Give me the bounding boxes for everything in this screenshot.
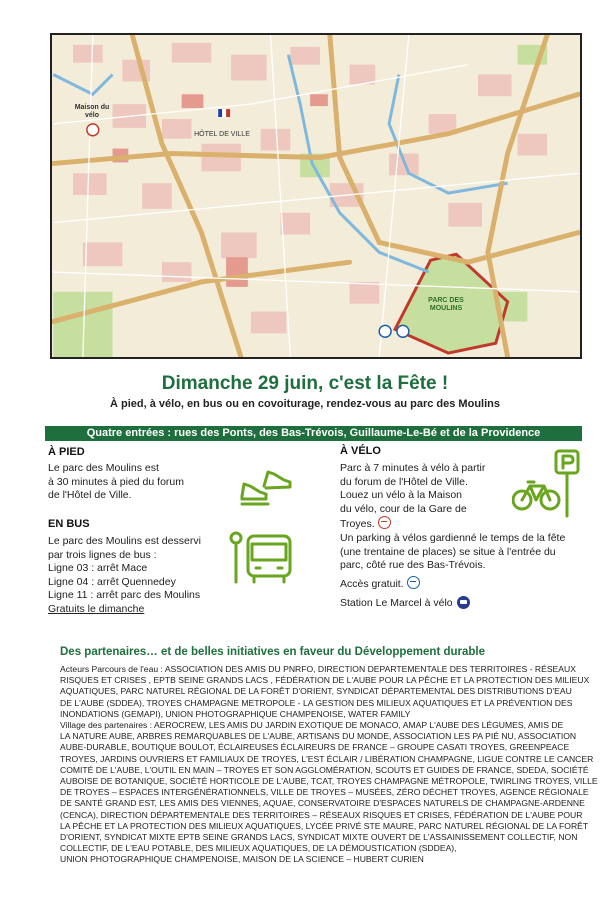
partner-line: DE SANTÉ GRAND EST, LES AMIS DES VIENNES, AQUAE, CONSERVATOIRE D'ESPACES NATURELS DE CHAMPAGNE-ARDENNE [60, 798, 585, 809]
a-velo-heading: À VÉLO [340, 445, 381, 457]
en-bus-line: Ligne 03 : arrêt Mace [48, 562, 148, 575]
partner-line: COMITÉ DE L'AUBE, L'OUTIL EN MAIN – TROYES ET SON AGGLOMÉRATION, SCOUTS ET GUIDES DE FRANCE, SDEDA, SOCIÉTÉ [60, 764, 589, 775]
partner-line: INONDATIONS (GEMAPI), UNION PHOTOGRAPHIQUE CHAMPENOISE, WATER FAMILY [60, 708, 411, 719]
partner-line: (CENCA), DIRECTION DÉPARTEMENTALE DES TERRITOIRES – RÉSEAUX RISQUES ET CRISES, FÉDÉRATION DE L'AUBE POUR [60, 809, 583, 820]
a-pied-line: de l'Hôtel de Ville. [48, 489, 132, 502]
partner-line: AQUATIQUES, PARC NATUREL RÉGIONAL DE LA FORÊT D'ORIENT, SYNDICAT DÉPARTEMENTAL DES DISTRIBUTIONS D'EAU [60, 686, 572, 697]
a-velo-line [340, 516, 565, 532]
partner-line: TROYES, JARDINS OUVRIERS ET FAMILIAUX DE TROYES, L'EST ÉCLAIR / LIBÉRATION CHAMPAGNE, LIGUE CONTRE LE CANCER [60, 753, 594, 764]
map-label-parc: PARC DES MOULINS [428, 297, 464, 312]
a-pied-heading: À PIED [48, 446, 85, 458]
partners-title: Des partenaires… et de belles initiatives en faveur du Développement durable [60, 646, 486, 658]
a-velo-line: du forum de l'Hôtel de Ville. [340, 475, 468, 488]
a-velo-line: Parc à 7 minutes à vélo à partir [340, 462, 486, 474]
partner-line: LA NATURE AUBE, ARBRES REMARQUABLES DE L'AUBE, ARTISANS DU MONDE, ASSOCIATION LES PA PIÉ NU, ASSOCIATION [60, 731, 577, 742]
en-bus-text [48, 535, 201, 617]
partner-line: LA PÊCHE ET LA PROTECTION DES MILIEUX AQUATIQUES, LYCÉE PRIVÉ STE MAURE, PARC NATUREL RÉGIONAL DE LA FORÊT [60, 820, 589, 831]
map[interactable] [50, 33, 582, 359]
map-graphic [52, 35, 580, 357]
a-pied-line: à 30 minutes à pied du forum [48, 475, 184, 488]
a-velo-line-text: Accès gratuit. [340, 577, 404, 590]
en-bus-line: par trois lignes de bus : [48, 548, 157, 561]
partner-line: DE TROYES – ESPACES INTERGÉNÉRATIONNELS, VILLE DE TROYES – MUSÉES, ZÉRO DÉCHET TROYES, AGENCE RÉGIONALE [60, 787, 589, 798]
a-velo-line: Un parking à vélos gardienné le temps de la fête [340, 531, 566, 544]
a-pied-text [48, 462, 184, 503]
a-velo-line-text: Troyes. [340, 518, 375, 531]
en-bus-heading: EN BUS [48, 518, 90, 530]
en-bus-line: Ligne 11 : arrêt parc des Moulins [48, 589, 201, 602]
entrances-banner: Quatre entrées : rues des Ponts, des Bas-Trévois, Guillaume-Le-Bé et de la Providence [45, 426, 582, 441]
a-velo-line [340, 576, 565, 592]
partner-line: Acteurs Parcours de l'eau : ASSOCIATION DES AMIS DU PNRFO, DIRECTION DEPARTEMENTALE DES TERRITOIRES - RÉSEAUX [60, 664, 576, 674]
a-velo-line [340, 596, 565, 611]
shoes-icon [238, 466, 294, 508]
en-bus-line: Le parc des Moulins est desservi [48, 535, 201, 547]
station-icon [457, 596, 470, 609]
bicycle-parking-icon [512, 448, 584, 518]
a-velo-line: Louez un vélo à la Maison [340, 489, 462, 502]
bike-badge-icon [407, 576, 420, 589]
page-title: Dimanche 29 juin, c'est la Fête ! [161, 373, 449, 394]
partner-line: RISQUES ET CRISES , EPTB SEINE GRANDS LACS , FÉDÉRATION DE L'AUBE POUR LA PÊCHE ET LA PROTECTION DES MILIEUX [60, 675, 590, 686]
map-label-maison-velo: Maison du vélo [74, 104, 110, 119]
a-velo-line: parc, côté rue des Bas-Trévois. [340, 559, 486, 572]
partner-line: DE L'AUBE (SDDEA), TROYES CHAMPAGNE METROPOLE - LA GESTION DES MILIEUX AQUATIQUES ET LA PRÉVENTION DES [60, 697, 573, 708]
a-velo-line: (une trentaine de places) se situe à l'entrée du [340, 545, 556, 558]
en-bus-line: Ligne 04 : arrêt Quennedey [48, 575, 176, 588]
page-subtitle: À pied, à vélo, en bus ou en covoiturage, rendez-vous au parc des Moulins [110, 398, 500, 410]
partners-text [60, 664, 598, 866]
partner-line: D'ORIENT, SYNDICAT MIXTE EPTB SEINE GRANDS LACS, SYNDICAT MIXTE OUVERT DE L'ASSAINISSEMENT COLLECTIF, NON [60, 832, 578, 843]
bicycle-icon [513, 482, 559, 509]
partner-line: AUBE-DURABLE, BOUTIQUE BOULOT, ÉCLAIREUSES ÉCLAIREURS DE FRANCE – GROUPE CASATI TROYES, GREENPEACE [60, 742, 570, 753]
flag-icon [218, 109, 230, 117]
map-label-hotel-de-ville: HÔTEL DE VILLE [194, 131, 250, 138]
bus-icon [226, 530, 296, 586]
partner-line: AUBOISE DE BOTANIQUE, SOCIÉTÉ HORTICOLE DE L'AUBE, TCAT, TROYES CHAMPAGNE MÉTROPOLE, TWIRLING TROYES, VILLE [60, 776, 598, 787]
a-pied-line: Le parc des Moulins est [48, 462, 159, 474]
bike-badge-icon [378, 516, 391, 529]
a-velo-line-text: Station Le Marcel à vélo [340, 597, 453, 610]
a-velo-line: du vélo, cour de la Gare de [340, 502, 467, 515]
partner-line: COLLECTIF, DE L'EAU POTABLE, DES MILIEUX AQUATIQUES, DE LA DÉMOUSTICATION (SDDEA), [60, 843, 457, 854]
partner-line: Village des partenaires : AEROCREW, LES AMIS DU JARDIN EXOTIQUE DE MONACO, AMAP L'AUBE DES LÉGUMES, AMIS DE [60, 720, 564, 731]
partner-line: UNION PHOTOGRAPHIQUE CHAMPENOISE, MAISON DE LA SCIENCE – HUBERT CURIEN [60, 854, 424, 865]
bus-free-note: Gratuits le dimanche [48, 602, 145, 615]
